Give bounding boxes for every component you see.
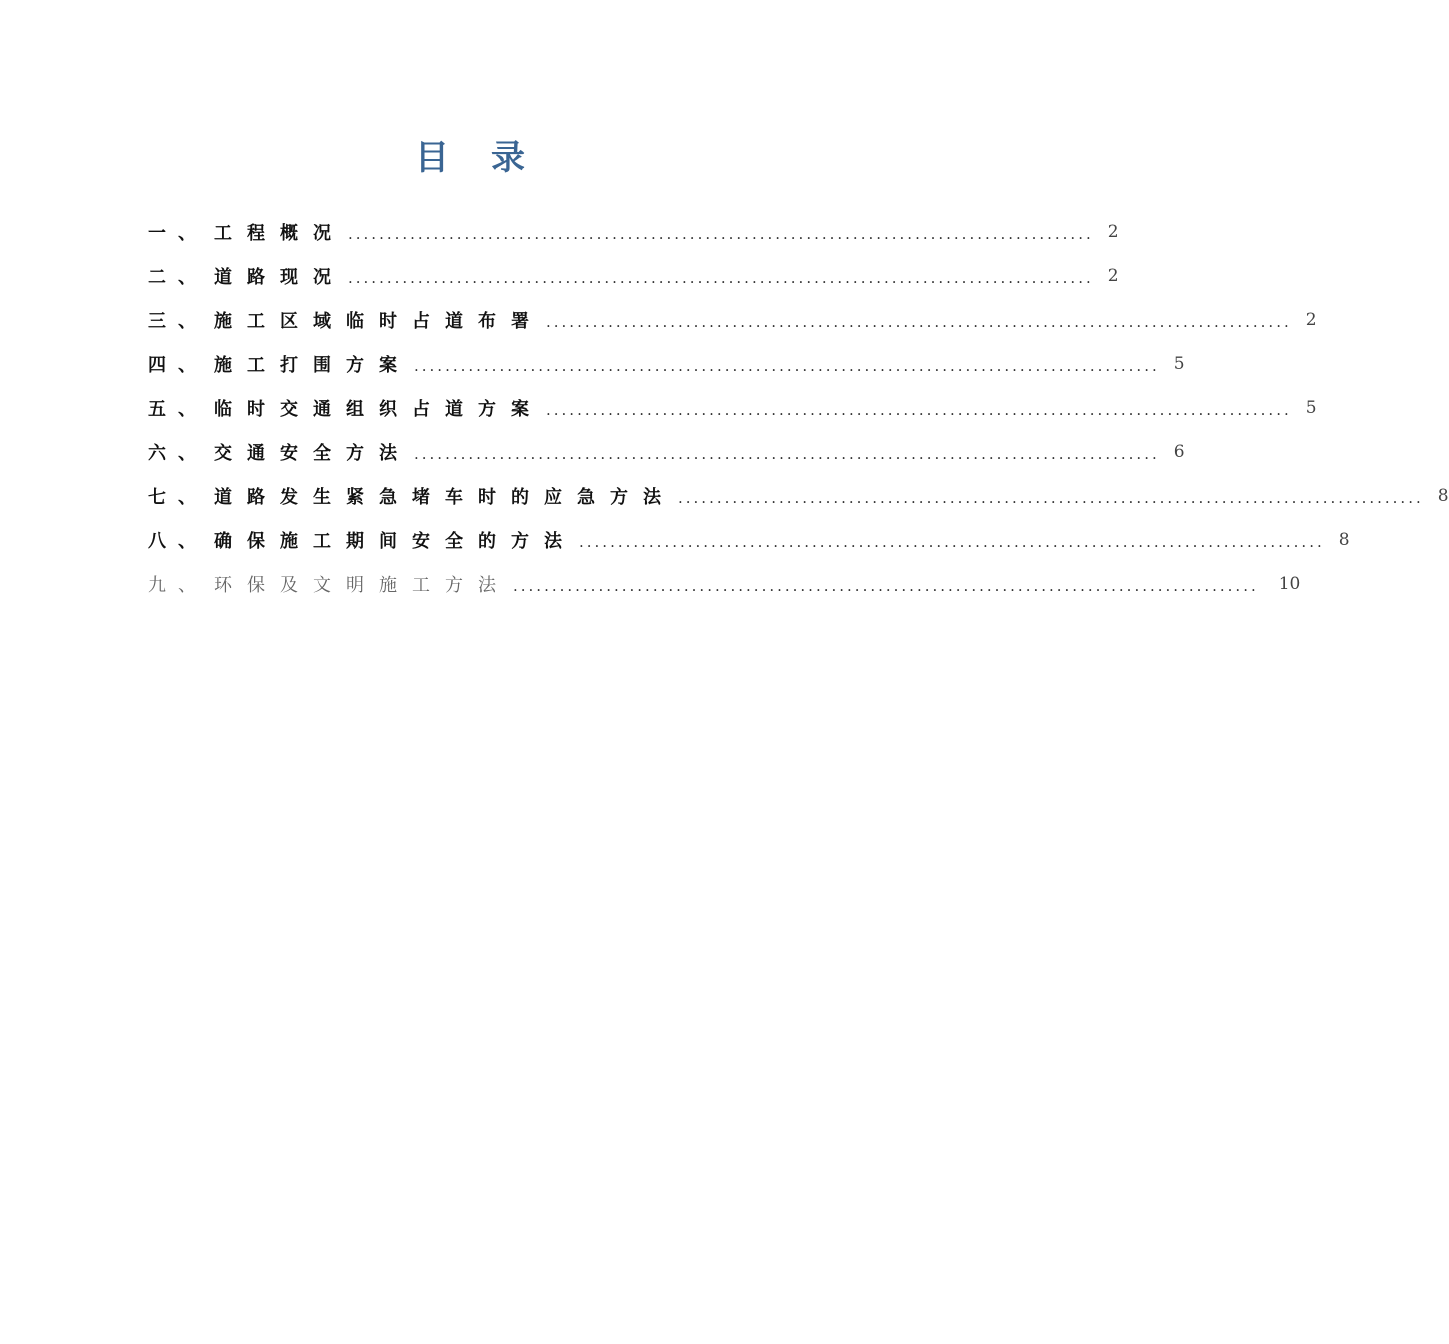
toc-leader-dots: ................................................................................................ — [579, 533, 1325, 551]
toc-entry-title: 确保施工期间安全的方法 — [214, 531, 577, 552]
toc-leader-dots: ................................................................................................ — [348, 269, 1094, 287]
toc-entry-page: 6 — [1173, 442, 1185, 462]
toc-entry-page: 8 — [1437, 486, 1449, 506]
toc-entry-1[interactable] — [148, 210, 1119, 254]
toc-entry-title: 临时交通组织占道方案 — [214, 399, 544, 420]
toc-entry-number: 三、 — [148, 311, 208, 332]
toc-entry-number: 一、 — [148, 223, 208, 244]
toc-entry-2[interactable] — [148, 254, 1119, 298]
toc-entry-7[interactable] — [148, 474, 1449, 518]
toc-entry-title: 施工打围方案 — [214, 355, 412, 376]
toc-entry-page: 5 — [1305, 398, 1317, 418]
toc-entry-page: 2 — [1107, 266, 1119, 286]
toc-entry-title: 工程概况 — [214, 223, 346, 244]
toc-entry-title: 施工区域临时占道布署 — [214, 311, 544, 332]
toc-entry-6[interactable] — [148, 430, 1185, 474]
toc-entry-number: 四、 — [148, 355, 208, 376]
toc-entry-title: 道路发生紧急堵车时的应急方法 — [214, 487, 676, 508]
toc-title: 目录 — [415, 138, 567, 178]
toc-leader-dots: ................................................................................................ — [513, 577, 1259, 595]
toc-entry-number: 五、 — [148, 399, 208, 420]
toc-entry-page: 10 — [1278, 574, 1301, 594]
toc-entry-8[interactable] — [148, 518, 1350, 562]
toc-leader-dots: ................................................................................................ — [546, 401, 1292, 419]
toc-entry-number: 九、 — [148, 575, 208, 596]
toc-entry-title: 道路现况 — [214, 267, 346, 288]
toc-leader-dots: ................................................................................................ — [414, 445, 1160, 463]
toc-entry-number: 二、 — [148, 267, 208, 288]
toc-leader-dots: ................................................................................................ — [678, 489, 1424, 507]
toc-entry-5[interactable] — [148, 386, 1317, 430]
toc-entry-page: 2 — [1107, 222, 1119, 242]
toc-entry-page: 8 — [1338, 530, 1350, 550]
toc-entry-9[interactable] — [148, 562, 1301, 606]
toc-leader-dots: ................................................................................................ — [414, 357, 1160, 375]
toc-entry-title: 交通安全方法 — [214, 443, 412, 464]
toc-entry-title: 环保及文明施工方法 — [214, 575, 511, 596]
toc-entry-4[interactable] — [148, 342, 1185, 386]
toc-entry-page: 5 — [1173, 354, 1185, 374]
toc-leader-dots: ................................................................................................ — [348, 225, 1094, 243]
toc-entry-number: 六、 — [148, 443, 208, 464]
toc-entry-number: 七、 — [148, 487, 208, 508]
table-of-contents — [148, 210, 1449, 606]
toc-entry-3[interactable] — [148, 298, 1317, 342]
toc-entry-number: 八、 — [148, 531, 208, 552]
toc-entry-page: 2 — [1305, 310, 1317, 330]
toc-leader-dots: ................................................................................................ — [546, 313, 1292, 331]
